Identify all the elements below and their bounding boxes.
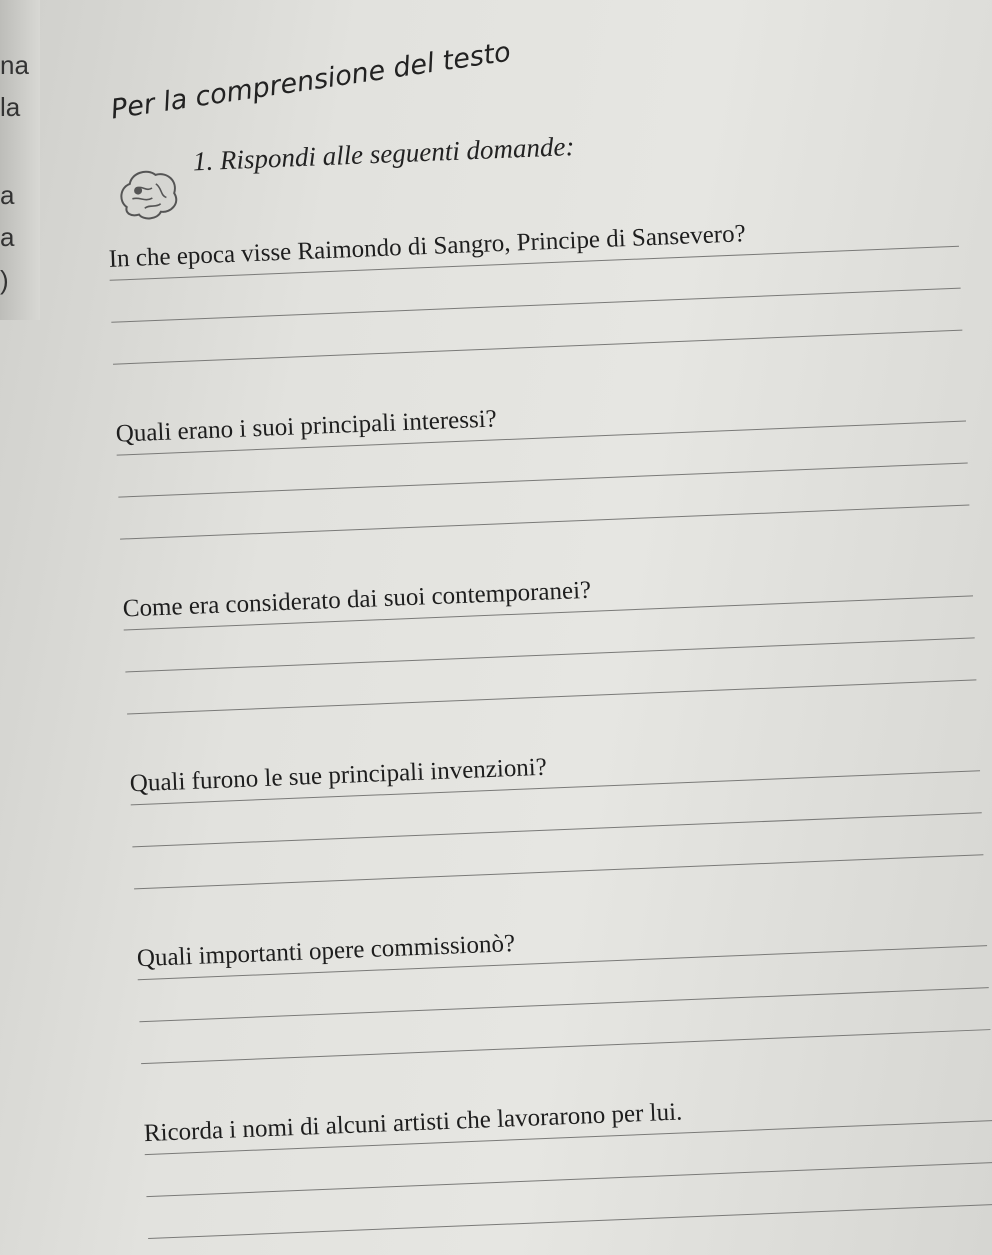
answer-line[interactable] [125, 637, 974, 672]
question-text: Quali erano i suoi principali interessi? [115, 405, 498, 448]
answer-line[interactable] [148, 1204, 992, 1239]
exercise-area [100, 5, 992, 1254]
answer-line[interactable] [134, 854, 983, 889]
question-block [122, 555, 978, 755]
exercise-instruction: 1. Rispondi alle seguenti domande: [192, 131, 575, 177]
question-block [115, 381, 971, 581]
question-text: Quali importanti opere commissionò? [136, 930, 516, 973]
margin-fragment: ) [0, 265, 9, 295]
section-title: Per la comprensione del testo [108, 36, 513, 126]
answer-line[interactable] [120, 504, 969, 539]
question-block [129, 730, 985, 930]
question-block [136, 905, 992, 1105]
answer-line[interactable] [111, 288, 960, 323]
answer-line[interactable] [141, 1029, 990, 1064]
question-text: In che epoca visse Raimondo di Sangro, Principe di Sansevero? [108, 220, 747, 273]
margin-fragment: a [0, 222, 15, 252]
question-block [143, 1080, 992, 1255]
answer-line[interactable] [113, 330, 962, 365]
answer-line[interactable] [132, 812, 981, 847]
question-block [108, 206, 964, 406]
margin-fragment: na [0, 50, 29, 80]
margin-fragment: a [0, 180, 15, 210]
question-text: Come era considerato dai suoi contemporanei? [122, 576, 592, 623]
margin-fragment: la [0, 92, 21, 122]
brain-icon [115, 165, 181, 226]
previous-page-edge [0, 0, 40, 320]
question-text: Quali furono le sue principali invenzioni? [129, 753, 548, 798]
question-text: Ricorda i nomi di alcuni artisti che lavorarono per lui. [143, 1098, 683, 1148]
answer-line[interactable] [139, 987, 988, 1022]
answer-line[interactable] [118, 463, 967, 498]
answer-line[interactable] [127, 679, 976, 714]
answer-line[interactable] [146, 1162, 992, 1197]
